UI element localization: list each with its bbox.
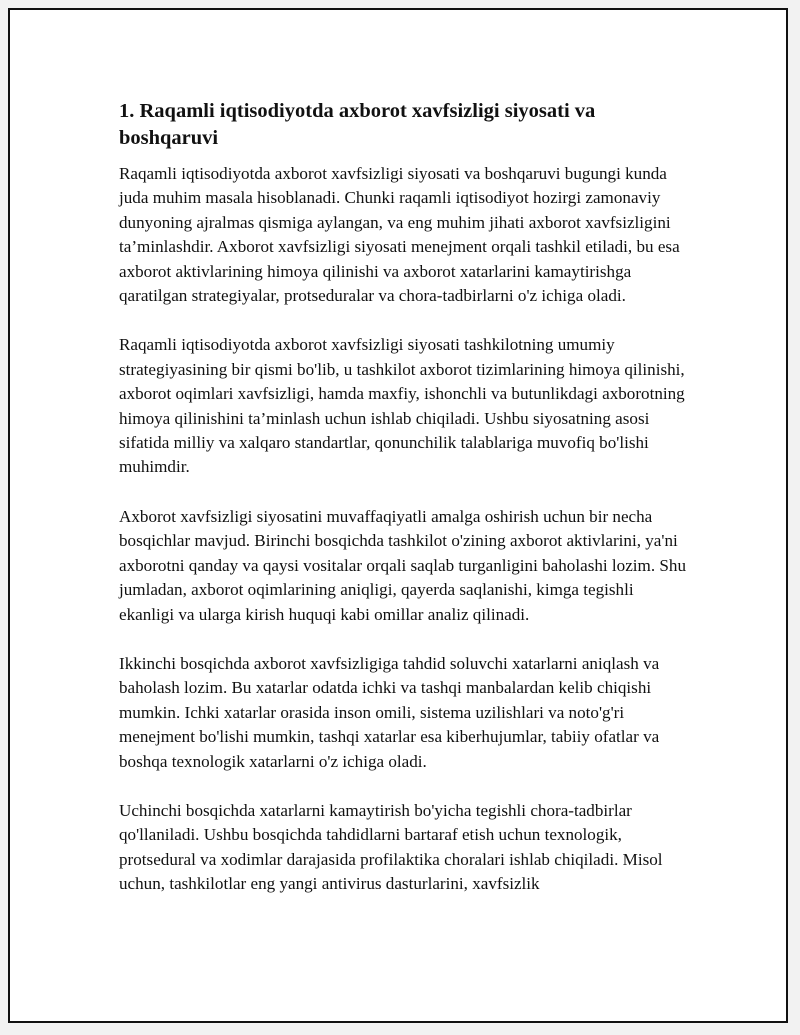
paragraph-1: Raqamli iqtisodiyotda axborot xavfsizligi siyosati va boshqaruvi bugungi kunda juda muhim masala hisoblanadi. Chunki raqamli iqtisodiyot hozirgi zamonaviy dunyoning ajralmas qismiga aylangan, va eng muhim jihati axborot xavfsizligini ta’minlashdir. Axborot xavfsizligi siyosati menejment orqali tashkil etiladi, bu esa axborot aktivlarining himoya qilinishi va axborot xatarlarini kamaytirishga qaratilgan strategiyalar, protseduralar va chora-tadbirlarni o'z ichiga oladi.: [119, 164, 680, 306]
document-body: [119, 98, 689, 922]
paragraph-2: Raqamli iqtisodiyotda axborot xavfsizligi siyosati tashkilotning umumiy strategiyasining bir qismi bo'lib, u tashkilot axborot tizimlarining himoya qilinishi, axborot oqimlari xavfsizligi, hamda maxfiy, ishonchli va butunlikdagi axborotning himoya qilinishini ta’minlash uchun ishlab chiqiladi. Ushbu siyosatning asosi sifatida milliy va xalqaro standartlar, qonunchilik talablariga muvofiq bo'lishi muhimdir.: [119, 335, 685, 477]
paragraph-4: Ikkinchi bosqichda axborot xavfsizligiga tahdid soluvchi xatarlarni aniqlash va baholash lozim. Bu xatarlar odatda ichki va tashqi manbalardan kelib chiqishi mumkin. Ichki xatarlar orasida inson omili, sistema uzilishlari va noto'g'ri menejment bo'lishi mumkin, tashqi xatarlar esa kiberhujumlar, tabiiy ofatlar va boshqa texnologik xatarlarni o'z ichiga oladi.: [119, 653, 660, 771]
paragraph-3: Axborot xavfsizligi siyosatini muvaffaqiyatli amalga oshirish uchun bir necha bosqichlar mavjud. Birinchi bosqichda tashkilot o'zining axborot aktivlarini, ya'ni axborotni qanday va qaysi vositalar orqali saqlab turganligini baholashi lozim. Shu jumladan, axborot oqimlarining aniqligi, qayerda saqlanishi, kimga tegishli ekanligi va ularga kirish huquqi kabi omillar analiz qilinadi.: [119, 506, 686, 624]
paragraph-5: Uchinchi bosqichda xatarlarni kamaytirish bo'yicha tegishli chora-tadbirlar qo'llaniladi. Ushbu bosqichda tahdidlarni bartaraf etish uchun texnologik, protsedural va xodimlar darajasida profilaktika choralari ishlab chiqiladi. Misol uchun, tashkilotlar eng yangi antivirus dasturlarini, xavfsizlik: [119, 800, 663, 894]
document-page: [8, 8, 788, 1023]
section-heading: 1. Raqamli iqtisodiyotda axborot xavfsizligi siyosati va boshqaruvi: [119, 100, 596, 149]
